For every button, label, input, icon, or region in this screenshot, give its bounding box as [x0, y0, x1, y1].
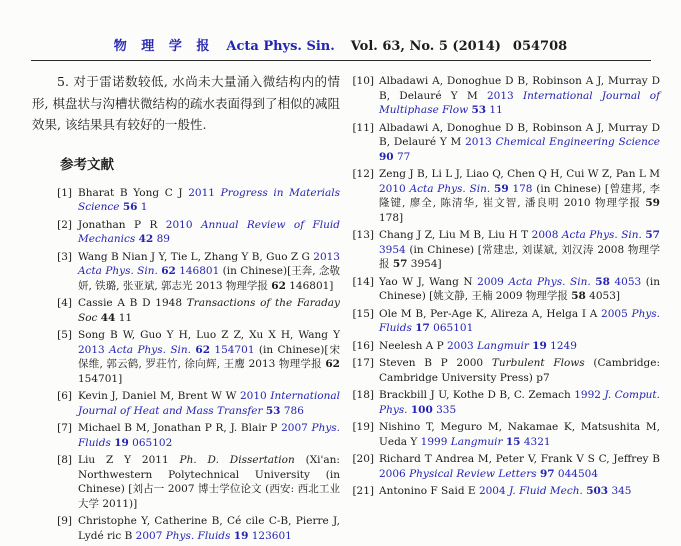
- volume-issue: Vol. 63, No. 5 (2014): [350, 39, 501, 54]
- reference-link[interactable]: 2009: [477, 275, 509, 288]
- reference-number: [3]: [57, 250, 72, 263]
- reference-item: [352, 74, 660, 118]
- reference-link[interactable]: 58: [595, 275, 610, 288]
- reference-text: [379, 228, 660, 272]
- reference-link[interactable]: 56: [122, 201, 138, 213]
- reference-link[interactable]: 4053: [609, 275, 642, 288]
- reference-citation-text: Steven B P 2000: [379, 357, 492, 369]
- reference-citation-text: Yao W J, Wang N: [379, 275, 478, 288]
- reference-number: [10]: [352, 75, 374, 87]
- reference-text: [78, 453, 340, 511]
- reference-number: [21]: [352, 485, 374, 497]
- reference-link[interactable]: 2013: [465, 136, 496, 148]
- reference-text: [78, 250, 340, 294]
- reference-link[interactable]: Acta Phys. Sin.: [508, 275, 596, 288]
- article-number: 054708: [512, 39, 568, 54]
- reference-item: [352, 167, 660, 225]
- reference-citation-text: Nishino T, Meguro M, Nakamae K, Matsushita M, Ueda Y: [379, 421, 660, 448]
- reference-item: [352, 452, 660, 481]
- reference-text: [78, 296, 340, 325]
- reference-item: [32, 250, 340, 294]
- reference-text: [379, 307, 660, 336]
- journal-title-chinese: 物 理 学 报: [113, 39, 215, 54]
- reference-item: [32, 328, 340, 386]
- reference-number: [13]: [352, 229, 374, 241]
- reference-link[interactable]: 503: [586, 485, 609, 497]
- reference-citation-text: 3954]: [407, 258, 442, 270]
- reference-text: [78, 328, 340, 386]
- reference-item: [32, 514, 340, 543]
- reference-citation-text: Wang B Nian J Y, Tie L, Zhang Y B, Guo Z G: [78, 250, 314, 263]
- reference-text: [379, 74, 660, 118]
- reference-citation-text: 44: [100, 311, 116, 324]
- reference-link[interactable]: 4321: [520, 435, 551, 448]
- reference-item: [32, 421, 340, 450]
- reference-link[interactable]: Physical Review Letters: [409, 467, 540, 480]
- reference-item: [352, 356, 660, 385]
- reference-link[interactable]: 19: [233, 529, 249, 542]
- reference-citation-text: Albadawi A, Donoghue D B, Robinson A J, Murray D B, Delauré Y M: [379, 75, 660, 102]
- reference-citation-text: Michael B M, Jonathan P R, J. Blair P: [78, 422, 282, 434]
- reference-link[interactable]: 62: [161, 265, 176, 277]
- reference-citation-text: (Xi'an: Northwestern Polytechnical University (in Chinese) [刘占一 2007 博士学位论文 (西安: 西北工业大学 2011)]: [78, 454, 340, 510]
- reference-text: [379, 275, 660, 304]
- reference-link[interactable]: 2008: [531, 229, 562, 241]
- reference-link[interactable]: 2013: [313, 250, 340, 263]
- reference-text: [379, 339, 660, 354]
- reference-link[interactable]: 59: [494, 182, 509, 195]
- reference-link[interactable]: 2010: [379, 182, 410, 195]
- reference-link[interactable]: Phys. Fluids: [165, 529, 234, 542]
- reference-citation-text: (in Chinese)[王奔, 念敬妍, 铁璐, 张亚斌, 郭志光 2013 物理学报: [78, 265, 341, 292]
- reference-text: [78, 389, 340, 418]
- reference-link[interactable]: 044504: [554, 467, 598, 480]
- reference-citation-text: Ole M B, Per-Age K, Alireza A, Helga I A: [379, 307, 602, 320]
- reference-citation-text: 62: [325, 358, 340, 370]
- reference-item: [32, 453, 340, 511]
- reference-link[interactable]: 1999: [420, 435, 451, 448]
- reference-item: [352, 307, 660, 336]
- reference-text: [379, 420, 660, 449]
- reference-citation-text: (in Chinese) [姚文静, 王楠 2009 物理学报: [379, 275, 661, 302]
- reference-link[interactable]: 57: [645, 229, 660, 241]
- reference-link[interactable]: 2006: [379, 467, 410, 480]
- references-list-right: [352, 68, 660, 499]
- reference-number: [6]: [57, 390, 72, 402]
- reference-link[interactable]: 2007: [281, 422, 312, 434]
- reference-citation-text: Richard T Andrea M, Peter V, Frank V S C, Jeffrey B: [379, 453, 660, 465]
- reference-link[interactable]: 53: [471, 104, 487, 116]
- reference-citation-text: 62: [271, 279, 286, 292]
- reference-item: [352, 228, 660, 272]
- reference-link[interactable]: Phys. Fluids: [379, 307, 660, 334]
- reference-link[interactable]: 146801: [175, 265, 220, 277]
- reference-item: [352, 388, 660, 417]
- reference-number: [2]: [57, 218, 72, 231]
- reference-citation-text: 58: [571, 290, 586, 302]
- reference-number: [17]: [352, 357, 374, 369]
- reference-text: [379, 452, 660, 481]
- reference-link[interactable]: 065101: [429, 322, 474, 334]
- reference-text: [379, 167, 660, 225]
- reference-link[interactable]: 90: [379, 150, 394, 163]
- reference-link[interactable]: Chemical Engineering Science: [495, 136, 661, 148]
- reference-number: [7]: [57, 422, 72, 434]
- reference-item: [32, 389, 340, 418]
- reference-citation-text: Zeng J B, Li L J, Liao Q, Chen Q H, Cui W Z, Pan L M: [379, 168, 660, 180]
- reference-link[interactable]: 100: [410, 403, 433, 416]
- reference-link[interactable]: 1249: [546, 339, 577, 352]
- reference-citation-text: 11: [115, 311, 133, 324]
- reference-number: [8]: [57, 454, 72, 466]
- reference-citation-text: (Cambridge: Cambridge University Press) p7: [379, 357, 661, 384]
- reference-link[interactable]: 15: [505, 435, 521, 448]
- reference-link[interactable]: 1992: [574, 389, 605, 401]
- reference-link[interactable]: Acta Phys. Sin.: [78, 265, 162, 277]
- reference-link[interactable]: Phys. Fluids: [78, 422, 341, 449]
- reference-text: [78, 514, 340, 543]
- reference-number: [15]: [352, 307, 374, 320]
- reference-citation-text: Song B W, Guo Y H, Luo Z Z, Xu X H, Wang Y: [78, 329, 340, 341]
- journal-title-latin: Acta Phys. Sin.: [226, 39, 335, 54]
- reference-text: [78, 218, 340, 247]
- reference-number: [18]: [352, 389, 374, 401]
- reference-citation-text: Jonathan P R: [78, 218, 166, 231]
- reference-link[interactable]: 3954: [379, 243, 406, 256]
- reference-link[interactable]: International Journal of Multiphase Flow: [379, 89, 660, 116]
- reference-item: [352, 420, 660, 449]
- reference-item: [352, 121, 660, 165]
- reference-citation-text: Brackbill J U, Kothe D B, C. Zemach: [379, 389, 575, 401]
- reference-citation-text: Turbulent Flows: [491, 357, 594, 369]
- reference-link[interactable]: 11: [486, 104, 503, 116]
- reference-citation-text: Liu Z Y 2011: [78, 454, 180, 466]
- reference-citation-text: Kevin J, Daniel M, Brent W W: [78, 390, 240, 402]
- reference-item: [352, 484, 660, 499]
- reference-number: [5]: [57, 329, 72, 341]
- reference-citation-text: 59: [645, 197, 660, 209]
- reference-item: [32, 186, 340, 215]
- reference-link[interactable]: 335: [432, 403, 457, 416]
- reference-link[interactable]: 178: [508, 182, 533, 195]
- reference-link[interactable]: 17: [415, 322, 430, 334]
- reference-item: [32, 218, 340, 247]
- reference-link[interactable]: 77: [393, 150, 411, 163]
- reference-link[interactable]: Acta Phys. Sin.: [409, 182, 495, 195]
- reference-link[interactable]: 1: [137, 201, 148, 213]
- reference-text: [379, 388, 660, 417]
- reference-link[interactable]: 53: [265, 404, 281, 417]
- reference-number: [11]: [352, 121, 374, 134]
- running-head: [0, 0, 681, 54]
- reference-link[interactable]: Langmuir: [477, 339, 533, 352]
- reference-link[interactable]: 786: [280, 404, 304, 417]
- reference-item: [352, 339, 660, 354]
- reference-link[interactable]: 2003: [447, 339, 478, 352]
- reference-text: [78, 186, 340, 215]
- reference-link[interactable]: 62: [195, 343, 211, 356]
- reference-link[interactable]: 2013: [486, 89, 523, 102]
- reference-link[interactable]: Acta Phys. Sin.: [109, 343, 196, 356]
- reference-link[interactable]: Annual Review of Fluid Mechanics: [78, 218, 341, 245]
- reference-citation-text: Bharat B Yong C J: [78, 186, 189, 199]
- reference-text: [379, 484, 660, 499]
- reference-link[interactable]: J. Comput. Phys.: [379, 389, 660, 416]
- references-list-left: [32, 186, 340, 544]
- reference-link[interactable]: 154701: [210, 343, 255, 356]
- reference-link[interactable]: 19: [532, 339, 547, 352]
- conclusion-paragraph: 5. 对于雷诺数较低, 水尚未大量涌入微结构内的情形, 棋盘状与沟槽状微结构的疏水表面得到了相似的减阻效果, 该结果具有较好的一般性.: [32, 74, 340, 132]
- reference-link[interactable]: Langmuir: [450, 435, 506, 448]
- reference-link[interactable]: J. Fluid Mech.: [509, 485, 587, 497]
- reference-citation-text: 4053]: [585, 290, 620, 302]
- reference-number: [1]: [57, 186, 72, 199]
- reference-citation-text: 146801]: [285, 279, 334, 292]
- right-column: [352, 68, 660, 546]
- reference-number: [16]: [352, 339, 374, 352]
- reference-text: [379, 121, 660, 165]
- reference-link[interactable]: 42: [138, 233, 154, 245]
- reference-citation-text: (in Chinese) [常建忠, 刘谋斌, 刘汉涛 2008 物理学报: [379, 243, 660, 270]
- reference-link[interactable]: 19: [114, 436, 129, 449]
- reference-number: [4]: [57, 297, 72, 309]
- reference-link[interactable]: 2004: [478, 485, 509, 497]
- reference-link[interactable]: 123601: [248, 529, 292, 542]
- reference-number: [12]: [352, 168, 374, 180]
- reference-link[interactable]: 2005: [601, 307, 632, 320]
- reference-citation-text: Cassie A B D 1948: [78, 297, 187, 309]
- reference-text: [379, 356, 660, 385]
- reference-citation-text: Chang J Z, Liu M B, Liu H T: [379, 229, 532, 241]
- reference-link[interactable]: 2010: [165, 218, 201, 231]
- reference-text: [78, 421, 340, 450]
- reference-link[interactable]: 2007: [135, 529, 166, 542]
- reference-citation-text: Ph. D. Dissertation: [179, 454, 306, 466]
- reference-citation-text: Antonino F Said E: [379, 485, 479, 497]
- reference-citation-text: 57: [392, 258, 408, 270]
- reference-citation-text: Neelesh A P: [379, 339, 447, 352]
- reference-citation-text: (in Chinese) [曾建邦, 李隆键, 廖全, 陈清华, 崔文智, 潘良明 2010 物理学报: [379, 182, 660, 209]
- reference-number: [19]: [352, 421, 374, 433]
- reference-link[interactable]: 2013: [78, 343, 110, 356]
- reference-number: [14]: [352, 275, 374, 288]
- left-column: [32, 68, 340, 546]
- reference-link[interactable]: 97: [539, 467, 555, 480]
- reference-link[interactable]: International Journal of Heat and Mass Transfer: [78, 390, 341, 417]
- reference-link[interactable]: 065102: [128, 436, 173, 449]
- reference-citation-text: Transactions of the Faraday Soc: [78, 297, 340, 324]
- reference-link[interactable]: 2011: [188, 186, 221, 199]
- reference-citation-text: 154701]: [78, 372, 123, 385]
- reference-citation-text: 178]: [379, 211, 404, 224]
- reference-link[interactable]: 89: [153, 233, 170, 245]
- reference-citation-text: (in Chinese)[宋保维, 郭云鹤, 罗荘竹, 徐向辉, 王鹰 2013 物理学报: [78, 343, 341, 370]
- reference-link[interactable]: 345: [608, 485, 632, 497]
- reference-link[interactable]: Progress in Materials Science: [78, 186, 340, 213]
- reference-item: [32, 296, 340, 325]
- references-heading: 参考文献: [60, 156, 114, 173]
- reference-number: [20]: [352, 453, 374, 465]
- reference-number: [9]: [57, 515, 72, 527]
- reference-citation-text: Christophe Y, Catherine B, Cé cile C-B, Pierre J, Lydé ric B: [78, 515, 340, 542]
- reference-citation-text: Albadawi A, Donoghue D B, Robinson A J, Murray D B, Delauré Y M: [379, 121, 660, 148]
- two-column-body: [0, 61, 681, 546]
- reference-link[interactable]: Acta Phys. Sin.: [561, 229, 646, 241]
- reference-item: [352, 275, 660, 304]
- reference-link[interactable]: 2010: [240, 390, 271, 402]
